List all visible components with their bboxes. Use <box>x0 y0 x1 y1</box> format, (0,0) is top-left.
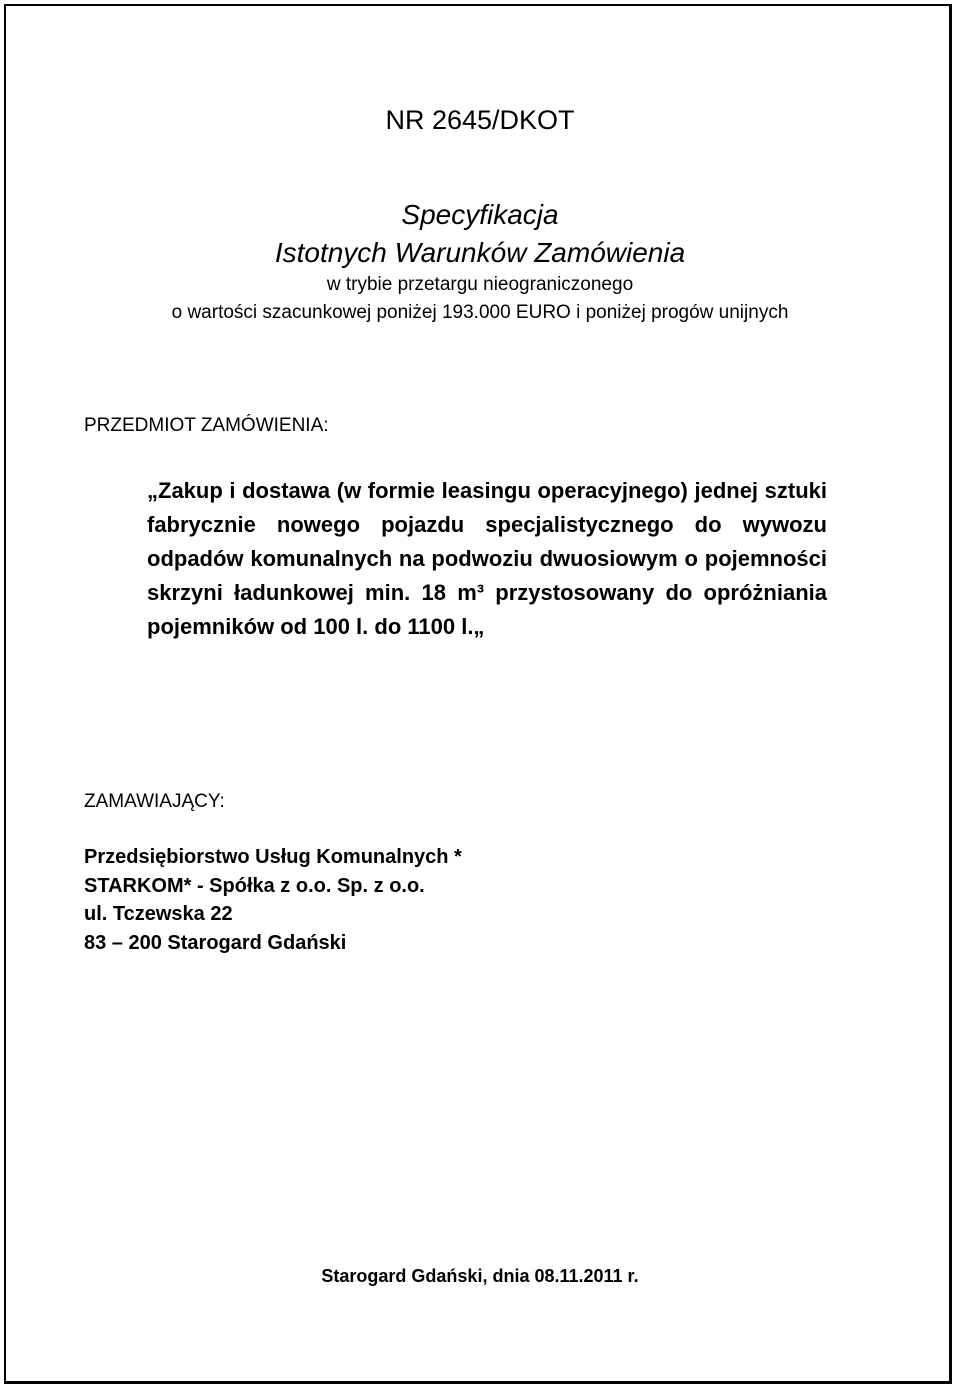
subtitle-line-1: w trybie przetargu nieograniczonego <box>326 274 634 295</box>
ordering-party-name-line-2: STARKOM* - Spółka z o.o. Sp. z o.o. <box>84 874 425 897</box>
document-number: NR 2645/DKOT <box>385 105 575 135</box>
ordering-party-address <box>84 843 462 957</box>
ordering-party-name-line-1: Przedsiębiorstwo Usług Komunalnych * <box>84 846 462 868</box>
ordering-party-label: ZAMAWIAJĄCY: <box>84 791 225 812</box>
title-line-1: Specyfikacja <box>401 199 559 230</box>
place-and-date: Starogard Gdański, dnia 08.11.2011 r. <box>321 1266 639 1286</box>
document-subtitle <box>0 271 960 327</box>
document-title <box>0 196 960 272</box>
title-line-2: Istotnych Warunków Zamówienia <box>274 237 686 268</box>
ordering-party-city: 83 – 200 Starogard Gdański <box>84 931 347 954</box>
subject-label: PRZEDMIOT ZAMÓWIENIA: <box>84 415 329 436</box>
ordering-party-street: ul. Tczewska 22 <box>84 903 233 925</box>
subtitle-line-2: o wartości szacunkowej poniżej 193.000 EURO i poniżej progów unijnych <box>171 302 789 323</box>
subject-description: „Zakup i dostawa (w formie leasingu operacyjnego) jednej sztuki fabrycznie nowego pojazdu specjalistycznego do wywozu odpadów komunalnych na podwoziu dwuosiowym o pojemności skrzyni ładunkowej min. 18 m³ przystosowany do opróżniania pojemników od 100 l. do 1100 l.„ <box>147 478 827 639</box>
